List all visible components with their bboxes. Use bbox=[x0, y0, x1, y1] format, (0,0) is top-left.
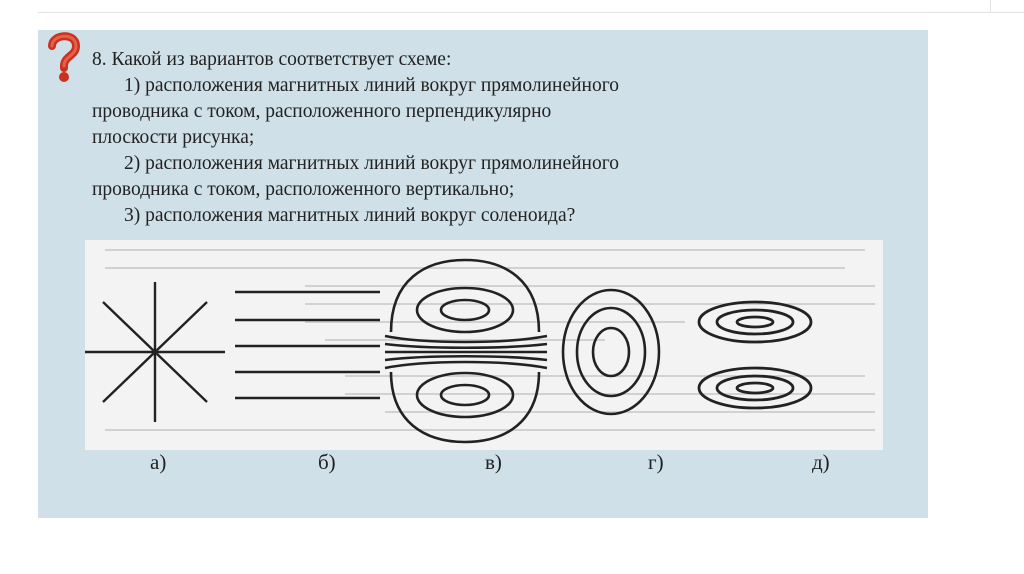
option-3-line-1: 3) расположения магнитных линий вокруг соленоида? bbox=[124, 205, 576, 226]
question-mark-icon bbox=[44, 30, 82, 84]
scan-noise bbox=[105, 250, 875, 430]
option-1-line-3: плоскости рисунка; bbox=[92, 127, 255, 148]
top-divider bbox=[38, 12, 1024, 13]
label-b: б) bbox=[318, 450, 336, 474]
diagram-d-concentric-circles bbox=[563, 290, 659, 414]
label-a: а) bbox=[150, 450, 167, 474]
label-c: в) bbox=[485, 450, 502, 474]
diagram-labels bbox=[0, 450, 1024, 480]
option-2-line-2: проводника с током, расположенного вертикально; bbox=[92, 179, 515, 200]
question-title: 8. Какой из вариантов соответствует схеме: bbox=[92, 49, 452, 70]
diagram-b-parallel-lines bbox=[235, 292, 380, 398]
label-e: д) bbox=[812, 450, 830, 474]
option-1-line-2: проводника с током, расположенного перпендикулярно bbox=[92, 101, 552, 122]
field-lines-figure bbox=[85, 240, 883, 450]
diagram-c-solenoid-field bbox=[385, 260, 547, 442]
option-2-line-1: 2) расположения магнитных линий вокруг прямолинейного bbox=[124, 153, 619, 174]
question-text bbox=[92, 47, 912, 229]
option-1-line-1: 1) расположения магнитных линий вокруг прямолинейного bbox=[124, 75, 619, 96]
corner-divider bbox=[990, 0, 991, 12]
diagram-e-flat-ellipses bbox=[699, 302, 811, 408]
label-d: г) bbox=[648, 450, 664, 474]
diagram-a-radial-lines bbox=[85, 282, 225, 422]
